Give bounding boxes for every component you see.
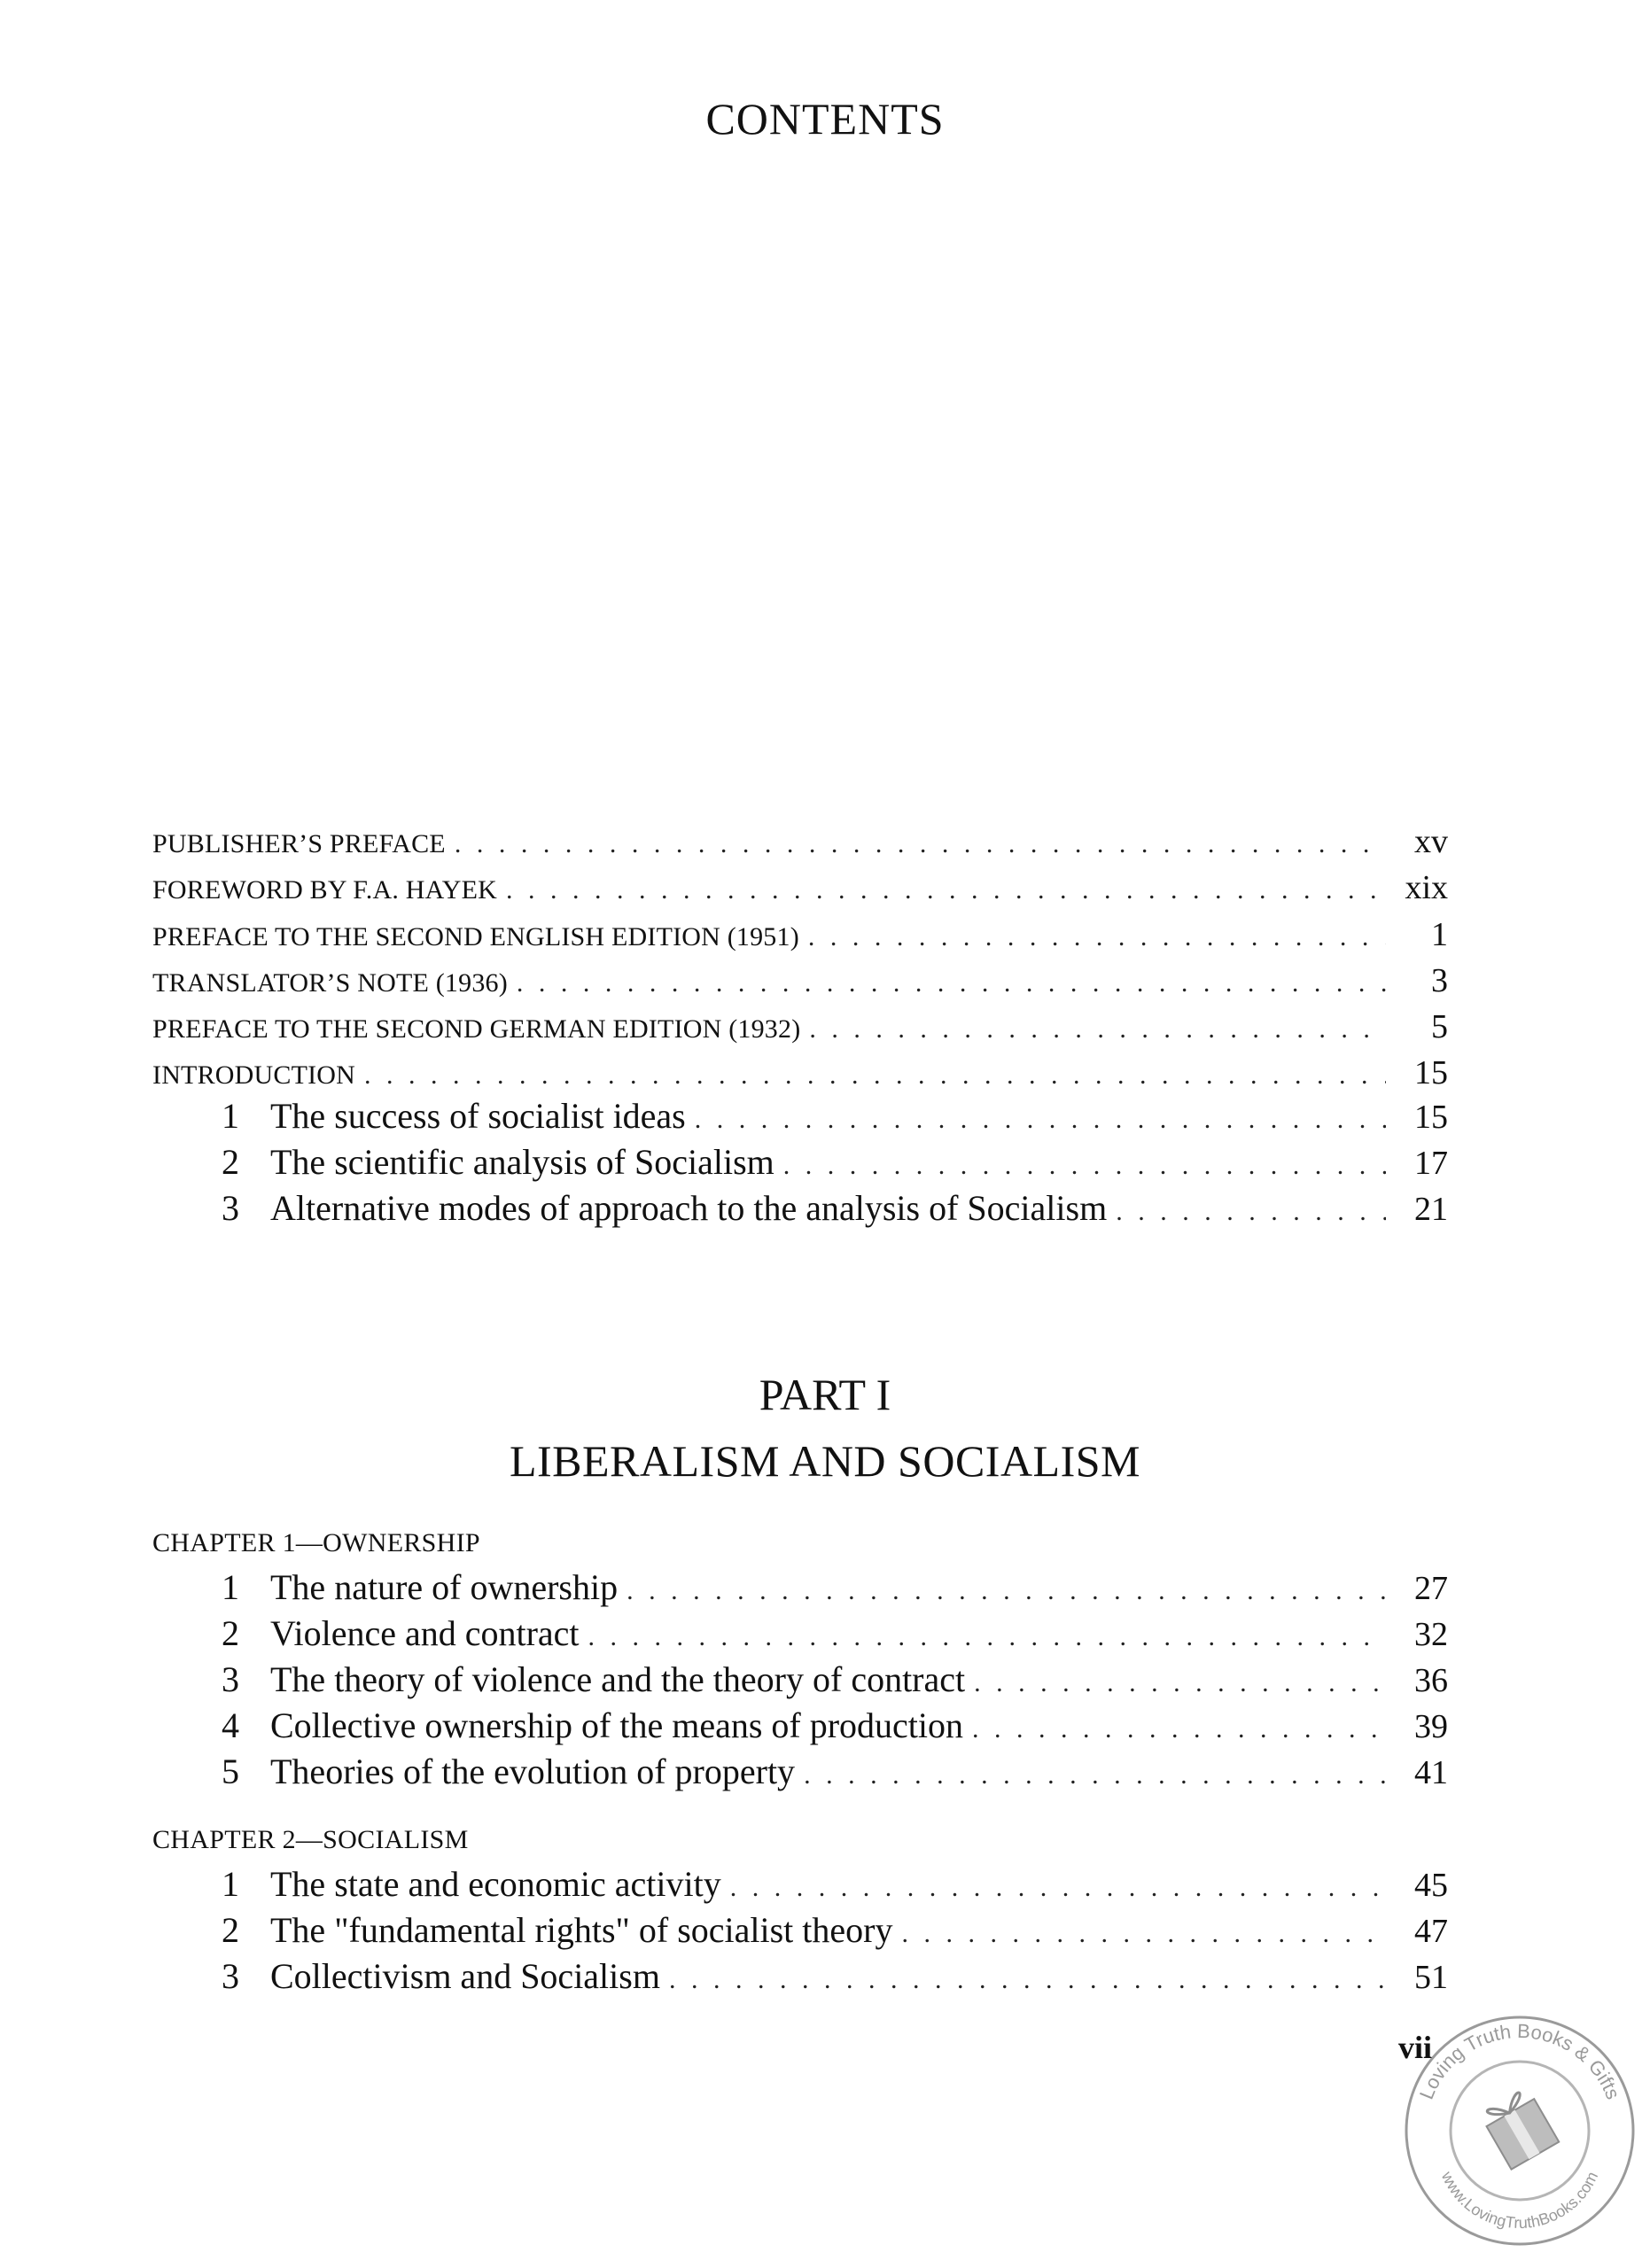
chapter-heading: CHAPTER 1—OWNERSHIP (152, 1528, 480, 1557)
toc-entry (152, 1053, 1448, 1099)
toc-entry-label: TRANSLATOR’S NOTE (1936) (152, 968, 508, 998)
page-number: vii (1398, 2030, 1433, 2065)
section-number: 2 (222, 1613, 239, 1653)
dot-leader (974, 1668, 1386, 1698)
toc-section (222, 1187, 1448, 1233)
section-number: 3 (222, 1659, 239, 1699)
dot-leader (517, 968, 1386, 998)
section-number: 1 (222, 1096, 239, 1136)
toc-section (222, 1863, 1448, 1909)
section-page: 45 (1414, 1867, 1448, 1904)
section-number: 2 (222, 1910, 239, 1950)
part-title: LIBERALISM AND SOCIALISM (509, 1436, 1141, 1486)
page-title: CONTENTS (705, 94, 945, 144)
dot-leader (901, 1919, 1386, 1949)
toc-entry-page: 15 (1414, 1054, 1448, 1091)
section-label: The theory of violence and the theory of contract (270, 1659, 966, 1699)
toc-section (222, 1751, 1448, 1797)
section-page: 41 (1414, 1754, 1448, 1791)
section-number: 2 (222, 1142, 239, 1182)
dot-leader (695, 1105, 1386, 1135)
dot-leader (588, 1622, 1386, 1652)
svg-text:www.LovingTruthBooks.com: www.LovingTruthBooks.com (1437, 2168, 1602, 2233)
section-number: 1 (222, 1864, 239, 1904)
section-label: The nature of ownership (270, 1567, 619, 1607)
toc-entry-page: xix (1405, 869, 1448, 906)
toc-section (222, 1141, 1448, 1187)
section-page: 32 (1414, 1616, 1448, 1653)
section-page: 47 (1414, 1913, 1448, 1950)
section-page: 51 (1414, 1959, 1448, 1996)
dot-leader (808, 922, 1386, 952)
dot-leader (364, 1060, 1386, 1091)
toc-section (222, 1955, 1448, 2001)
toc-section (222, 1612, 1448, 1658)
section-label: The scientific analysis of Socialism (270, 1142, 774, 1182)
dot-leader (809, 1014, 1386, 1045)
section-label: The success of socialist ideas (270, 1096, 686, 1136)
dot-leader (506, 875, 1386, 905)
toc-entry (152, 961, 1448, 1007)
toc-section (222, 1095, 1448, 1141)
section-page: 17 (1414, 1145, 1448, 1182)
gift-box-icon (1480, 2087, 1559, 2170)
toc-entry-label: FOREWORD BY F.A. HAYEK (152, 875, 497, 905)
dot-leader (669, 1965, 1386, 1995)
toc-entry-label: PREFACE TO THE SECOND ENGLISH EDITION (1951) (152, 922, 799, 951)
toc-entry-page: 3 (1431, 962, 1448, 999)
toc-entry-label: PUBLISHER’S PREFACE (152, 829, 446, 858)
part-number: PART I (759, 1370, 891, 1419)
toc-section (222, 1909, 1448, 1955)
section-label: Collectivism and Socialism (270, 1956, 660, 1996)
section-page: 27 (1414, 1570, 1448, 1607)
section-page: 21 (1414, 1191, 1448, 1228)
dot-leader (730, 1873, 1386, 1903)
toc-entry (152, 1007, 1448, 1053)
section-number: 1 (222, 1567, 239, 1607)
section-label: The state and economic activity (270, 1864, 721, 1904)
chapter-heading: CHAPTER 2—SOCIALISM (152, 1825, 469, 1854)
section-page: 36 (1414, 1662, 1448, 1699)
section-number: 3 (222, 1188, 239, 1228)
dot-leader (972, 1714, 1386, 1744)
toc-section (222, 1658, 1448, 1705)
dot-leader (783, 1151, 1386, 1181)
section-number: 3 (222, 1956, 239, 1996)
toc-entry (152, 915, 1448, 961)
toc-entry-page: 5 (1431, 1008, 1448, 1045)
section-label: Violence and contract (270, 1613, 580, 1653)
section-number: 4 (222, 1705, 239, 1745)
toc-entry (152, 822, 1448, 868)
section-page: 15 (1414, 1099, 1448, 1136)
section-label: Alternative modes of approach to the analysis of Socialism (270, 1188, 1108, 1228)
toc-entry (152, 868, 1448, 914)
section-page: 39 (1414, 1708, 1448, 1745)
toc-entry-label: PREFACE TO THE SECOND GERMAN EDITION (1932) (152, 1014, 801, 1044)
toc-entry-label: INTRODUCTION (152, 1060, 356, 1090)
section-number: 5 (222, 1751, 239, 1791)
dot-leader (804, 1760, 1386, 1790)
svg-text:Loving Truth Books & Gifts: Loving Truth Books & Gifts (1414, 2019, 1625, 2102)
dot-leader (627, 1576, 1386, 1606)
dot-leader (455, 829, 1386, 859)
section-label: Collective ownership of the means of production (270, 1705, 964, 1745)
toc-entry-page: xv (1414, 823, 1448, 860)
dot-leader (1116, 1197, 1386, 1227)
section-label: Theories of the evolution of property (270, 1751, 796, 1791)
toc-section (222, 1566, 1448, 1612)
toc-entry-page: 1 (1431, 916, 1448, 953)
section-label: The "fundamental rights" of socialist theory (270, 1910, 893, 1950)
watermark-stamp (1400, 2011, 1639, 2250)
toc-section (222, 1705, 1448, 1751)
